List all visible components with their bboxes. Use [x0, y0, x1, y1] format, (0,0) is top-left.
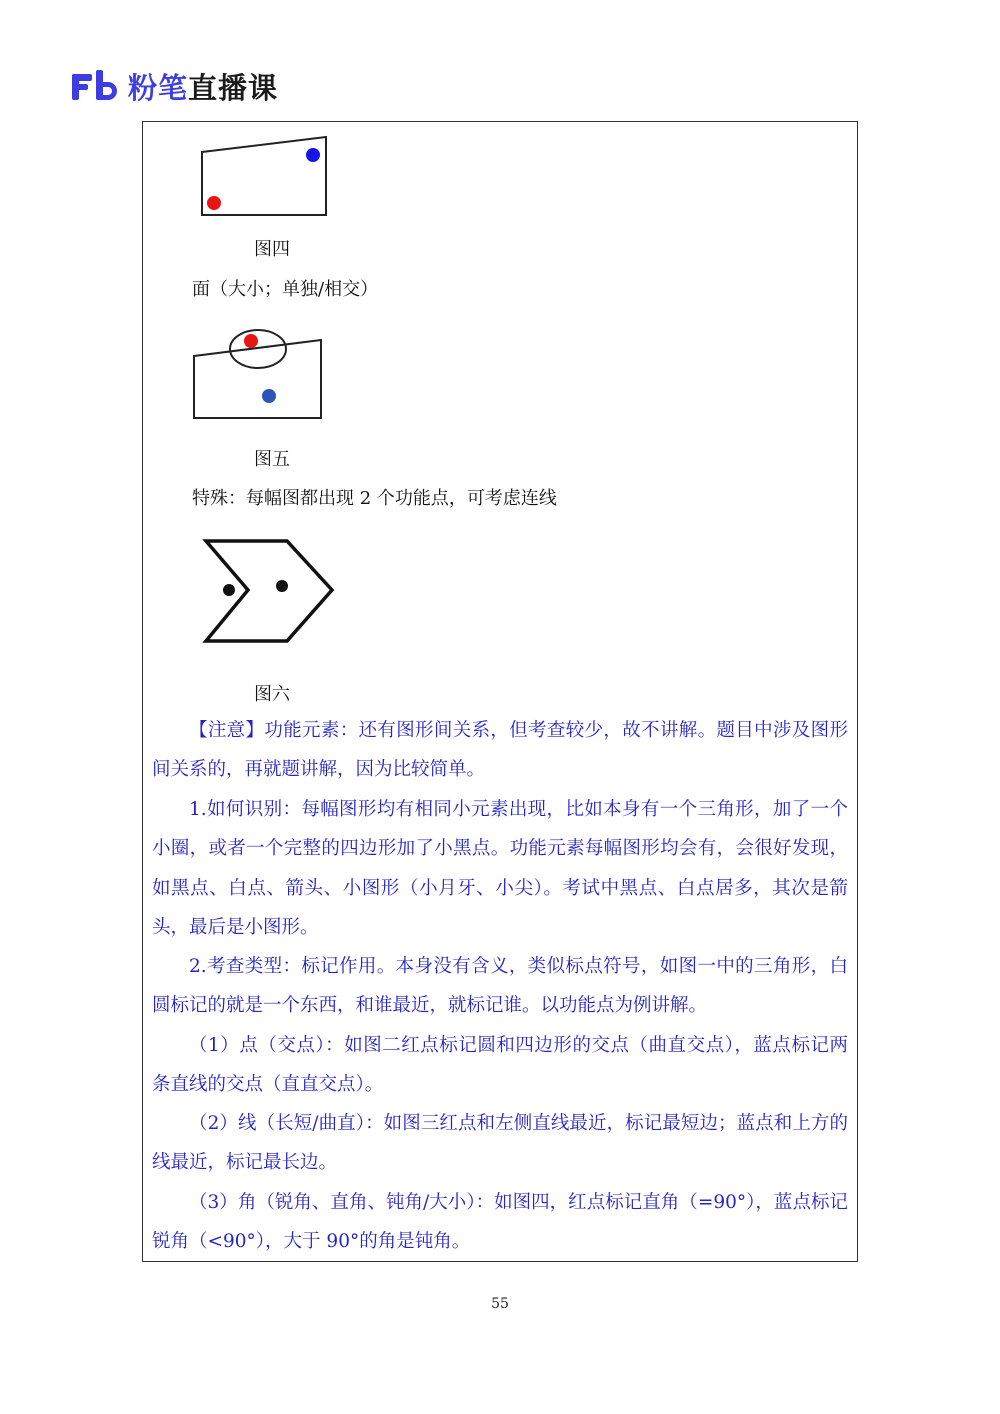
section-face-heading: 面（大小；单独/相交） [192, 279, 379, 300]
brand-header [70, 66, 278, 106]
note-paragraph-identify: 1.如何识别：每幅图形均有相同小元素出现，比如本身有一个三角形，加了一个小圈，或者一个完整的四边形加了小黑点。功能元素每幅图形均会有，会很好发现，如黑点、白点、箭头、小图形（小月牙、小尖）。考试中黑点、白点居多，其次是箭头，最后是小图形。 [152, 799, 848, 938]
note-paragraph-angle: （3）角（锐角、直角、钝角/大小）：如图四，红点标记直角（=90°），蓝点标记锐角（<90°），大于 90°的角是钝角。 [152, 1192, 848, 1253]
brand-name: 粉笔直播课 [128, 70, 279, 105]
figure-6-caption: 图六 [254, 684, 290, 705]
fb-logo-icon [70, 68, 122, 104]
figure-4-caption: 图四 [254, 239, 290, 260]
figure-4 [196, 132, 336, 224]
page-number: 55 [491, 1296, 509, 1312]
figure-5-caption: 图五 [254, 449, 290, 470]
figure-6 [200, 535, 340, 647]
section-special-heading: 特殊：每幅图都出现 2 个功能点，可考虑连线 [192, 488, 557, 509]
note-paragraph-intro: 【注意】功能元素：还有图形间关系，但考查较少，故不讲解。题目中涉及图形间关系的，再就题讲解，因为比较简单。 [152, 720, 848, 781]
note-paragraph-types: 2.考查类型：标记作用。本身没有含义，类似标点符号，如图一中的三角形，白圆标记的就是一个东西，和谁最近，就标记谁。以功能点为例讲解。 [152, 956, 848, 1017]
figure-5 [190, 322, 328, 424]
note-paragraph-point: （1）点（交点）：如图二红点标记圆和四边形的交点（曲直交点），蓝点标记两条直线的交点（直直交点）。 [152, 1035, 848, 1096]
note-paragraph-line: （2）线（长短/曲直）：如图三红点和左侧直线最近，标记最短边；蓝点和上方的线最近，标记最长边。 [152, 1113, 848, 1174]
